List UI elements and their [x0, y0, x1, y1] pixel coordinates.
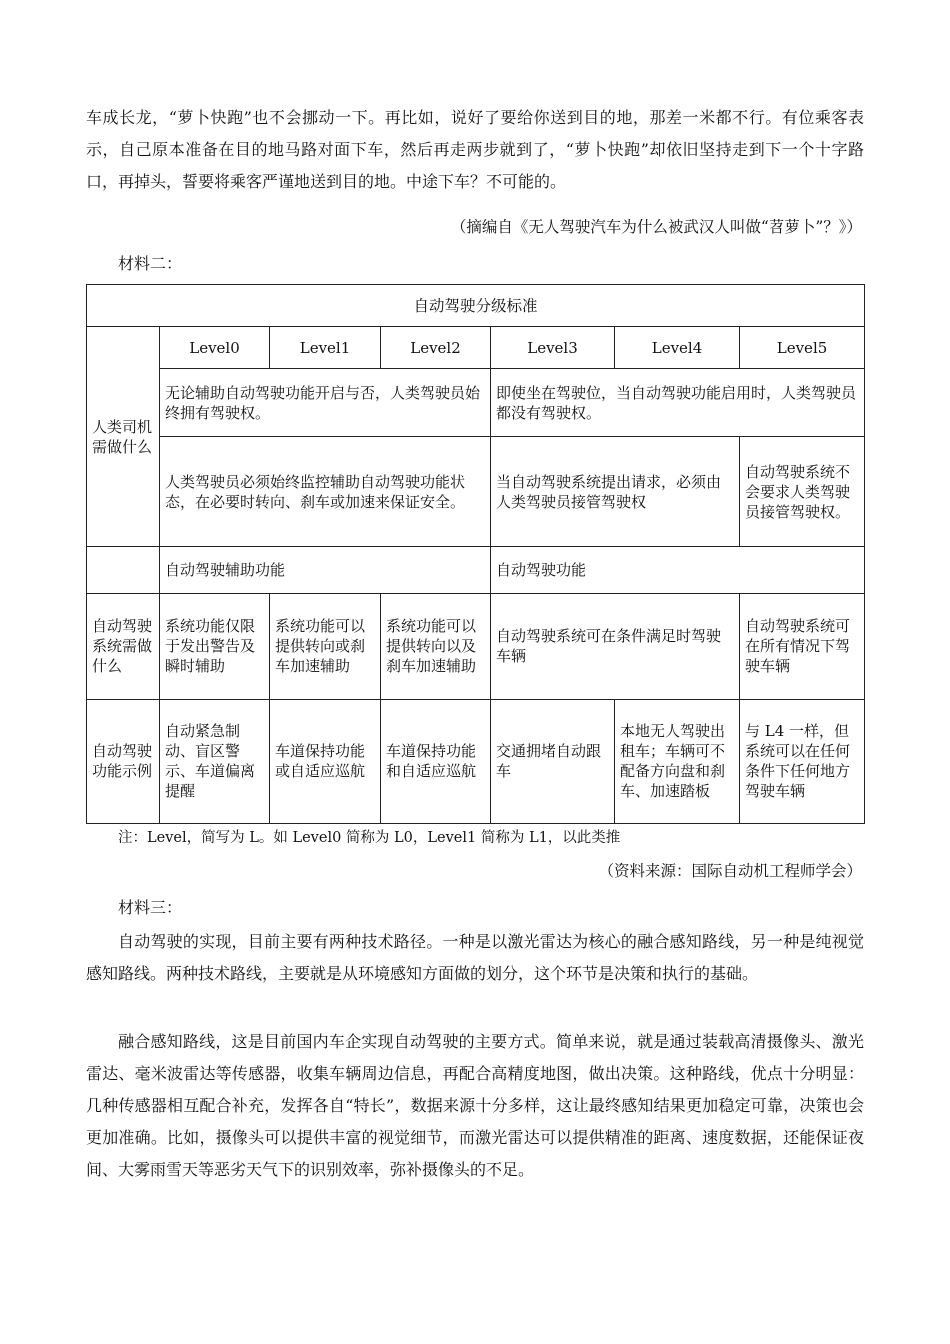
cell-seat-l0-l2: 无论辅助自动驾驶功能开启与否，人类驾驶员始终拥有驾驶权。 — [160, 369, 491, 437]
table-note: 注：Level，简写为 L。如 Level0 简称为 L0，Level1 简称为 L1，以此类推 — [118, 830, 621, 846]
empty-cell — [87, 547, 160, 593]
material3-label: 材料三： — [118, 898, 183, 917]
cell-system-l5: 自动驾驶系统可在所有情况下驾驶车辆 — [740, 593, 865, 699]
autonomy-levels-table — [86, 284, 865, 824]
cell-monitor-l0-l2: 人类驾驶员必须始终监控辅助自动驾驶功能状态，在必要时转向、刹车或加速来保证安全。 — [160, 437, 491, 547]
cell-example-l0: 自动紧急制动、盲区警示、车道偏离提醒 — [160, 699, 270, 823]
table-title: 自动驾驶分级标准 — [87, 285, 865, 327]
material3-paragraph-1: 自动驾驶的实现，目前主要有两种技术路径。一种是以激光雷达为核心的融合感知路线，另一种是纯视觉感知路线。两种技术路线，主要就是从环境感知方面做的划分，这个环节是决策和执行的基础。 — [86, 932, 864, 983]
cell-human-l5: 自动驾驶系统不会要求人类驾驶员接管驾驶权。 — [740, 437, 865, 547]
cell-example-l1: 车道保持功能或自适应巡航 — [270, 699, 381, 823]
cell-system-l1: 系统功能可以提供转向或刹车加速辅助 — [270, 593, 381, 699]
level-header: Level2 — [381, 327, 491, 369]
cell-system-l3-l4: 自动驾驶系统可在条件满足时驾驶车辆 — [491, 593, 740, 699]
citation: （摘编自《无人驾驶汽车为什么被武汉人叫做“苕萝卜”？》） — [450, 218, 862, 236]
cell-example-l5: 与 L4 一样，但系统可以在任何条件下任何地方驾驶车辆 — [740, 699, 865, 823]
cell-example-l4: 本地无人驾驶出租车；车辆可不配备方向盘和刹车、加速踏板 — [615, 699, 740, 823]
row-header-system: 自动驾驶系统需做什么 — [87, 593, 160, 699]
cell-assist-function: 自动驾驶辅助功能 — [160, 547, 491, 593]
level-header: Level0 — [160, 327, 270, 369]
level-header: Level4 — [615, 327, 740, 369]
cell-takeover-l3-l4: 当自动驾驶系统提出请求，必须由人类驾驶员接管驾驶权 — [491, 437, 740, 547]
material2-label: 材料二： — [118, 254, 183, 273]
material3-paragraph-2: 融合感知路线，这是目前国内车企实现自动驾驶的主要方式。简单来说，就是通过装载高清摄像头、激光雷达、毫米波雷达等传感器，收集车辆周边信息，再配合高精度地图，做出决策。这种路线，优点十分明显：几种传感器相互配合补充，发挥各自“特长”，数据来源十分多样，这让最终感知结果更加稳定可靠，决策也会更加准确。比如，摄像头可以提供丰富的视觉细节，而激光雷达可以提供精准的距离、速度数据，还能保证夜间、大雾雨雪天等恶劣天气下的识别效率，弥补摄像头的不足。 — [86, 1032, 864, 1179]
cell-example-l2: 车道保持功能和自适应巡航 — [381, 699, 491, 823]
source-line: （资料来源：国际自动机工程师学会） — [598, 862, 862, 880]
cell-system-l2: 系统功能可以提供转向以及刹车加速辅助 — [381, 593, 491, 699]
cell-system-l0: 系统功能仅限于发出警告及瞬时辅助 — [160, 593, 270, 699]
level-header: Level5 — [740, 327, 865, 369]
level-header: Level3 — [491, 327, 615, 369]
cell-seat-l3-l5: 即使坐在驾驶位，当自动驾驶功能启用时，人类驾驶员都没有驾驶权。 — [491, 369, 865, 437]
row-header-human: 人类司机需做什么 — [87, 327, 160, 547]
cell-example-l3: 交通拥堵自动跟车 — [491, 699, 615, 823]
level-header: Level1 — [270, 327, 381, 369]
row-header-example: 自动驾驶功能示例 — [87, 699, 160, 823]
cell-auto-function: 自动驾驶功能 — [491, 547, 865, 593]
intro-paragraph: 车成长龙，“萝卜快跑”也不会挪动一下。再比如，说好了要给你送到目的地，那差一米都不行。有位乘客表示，自己原本准备在目的地马路对面下车，然后再走两步就到了，“萝卜快跑”却依旧坚持走到下一个十字路口，再掉头，誓要将乘客严谨地送到目的地。中途下车？不可能的。 — [86, 108, 864, 191]
